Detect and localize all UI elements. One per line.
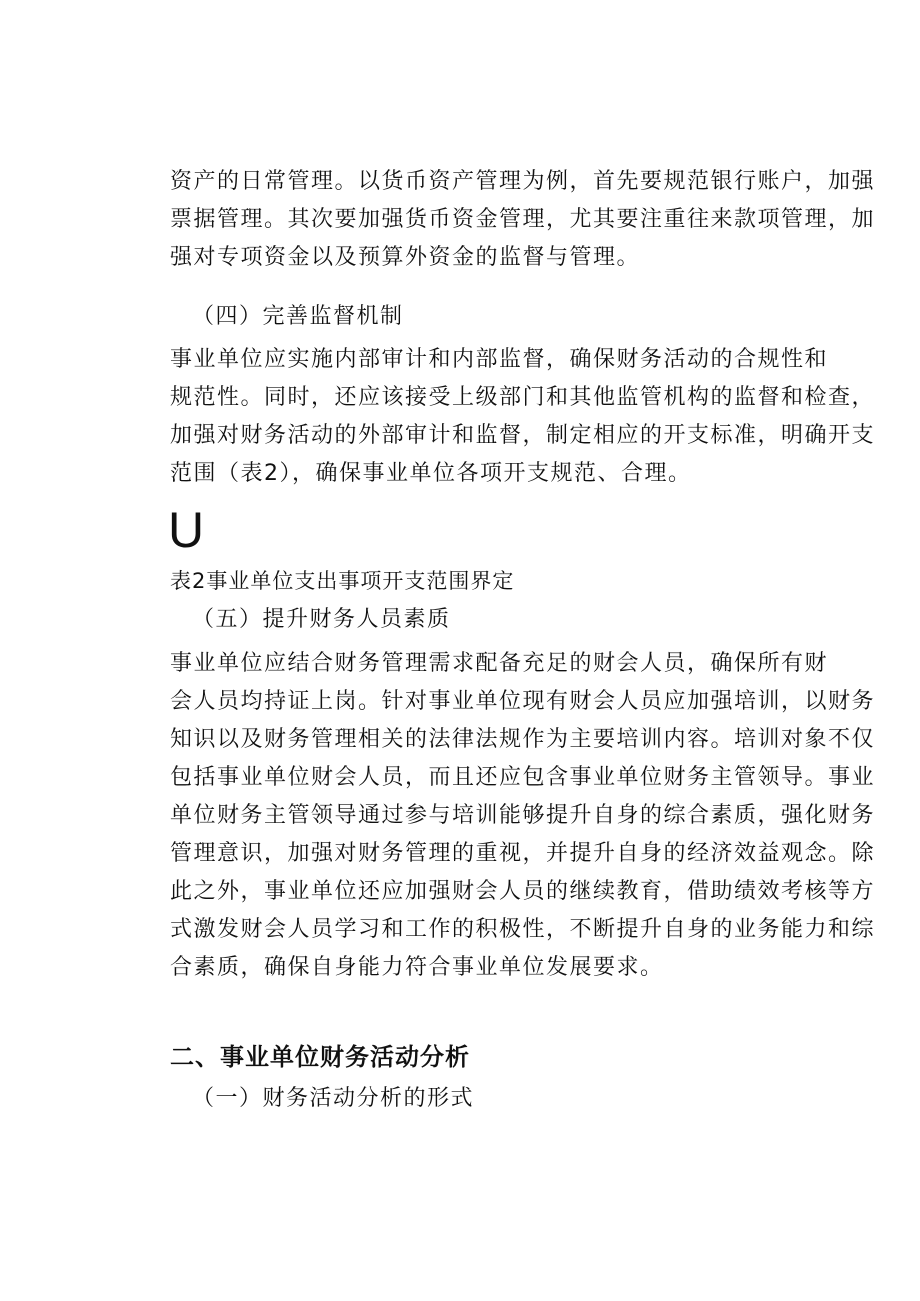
paragraph-line: 事业单位应结合财务管理需求配备充足的财会人员，确保所有财 [170,651,829,676]
paragraph-line: 票据管理。其次要加强货币资金管理，尤其要注重往来款项管理，加 [170,207,876,232]
paragraph-line: 强对专项资金以及预算外资金的监督与管理。 [170,245,641,270]
paragraph-line: 范围（表2），确保事业单位各项开支规范、合理。 [170,461,692,486]
paragraph-line: 加强对财务活动的外部审计和监督，制定相应的开支标准，明确开支 [170,423,876,448]
paragraph-line: 单位财务主管领导通过参与培训能够提升自身的综合素质，强化财务 [170,803,876,828]
placeholder-glyph: U [168,502,205,558]
heading-analysis-forms: （一）财务活动分析的形式 [192,1086,475,1111]
paragraph-line: 事业单位应实施内部审计和内部监督，确保财务活动的合规性和 [170,347,829,372]
paragraph-line: 此之外，事业单位还应加强财会人员的继续教育，借助绩效考核等方 [170,879,876,904]
heading-staff-quality: （五）提升财务人员素质 [192,607,451,632]
paragraph-line: 规范性。同时，还应该接受上级部门和其他监管机构的监督和检查， [170,385,876,410]
paragraph-supervision [170,341,876,493]
paragraph-line: 知识以及财务管理相关的法律法规作为主要培训内容。培训对象不仅 [170,727,876,752]
paragraph-line: 会人员均持证上岗。针对事业单位现有财会人员应加强培训，以财务 [170,689,876,714]
paragraph-line: 合素质，确保自身能力符合事业单位发展要求。 [170,955,664,980]
table-caption: 表2事业单位支出事项开支范围界定 [170,569,515,593]
paragraph-asset-management [170,163,876,277]
paragraph-line: 包括事业单位财会人员，而且还应包含事业单位财务主管领导。事业 [170,765,876,790]
paragraph-staff [170,645,876,987]
paragraph-line: 式激发财会人员学习和工作的积极性，不断提升自身的业务能力和综 [170,917,876,942]
paragraph-line: 资产的日常管理。以货币资产管理为例，首先要规范银行账户，加强 [170,169,876,194]
paragraph-line: 管理意识，加强对财务管理的重视，并提升自身的经济效益观念。除 [170,841,876,866]
section-title: 二、事业单位财务活动分析 [170,1043,470,1071]
heading-improve-supervision: （四）完善监督机制 [192,304,404,329]
